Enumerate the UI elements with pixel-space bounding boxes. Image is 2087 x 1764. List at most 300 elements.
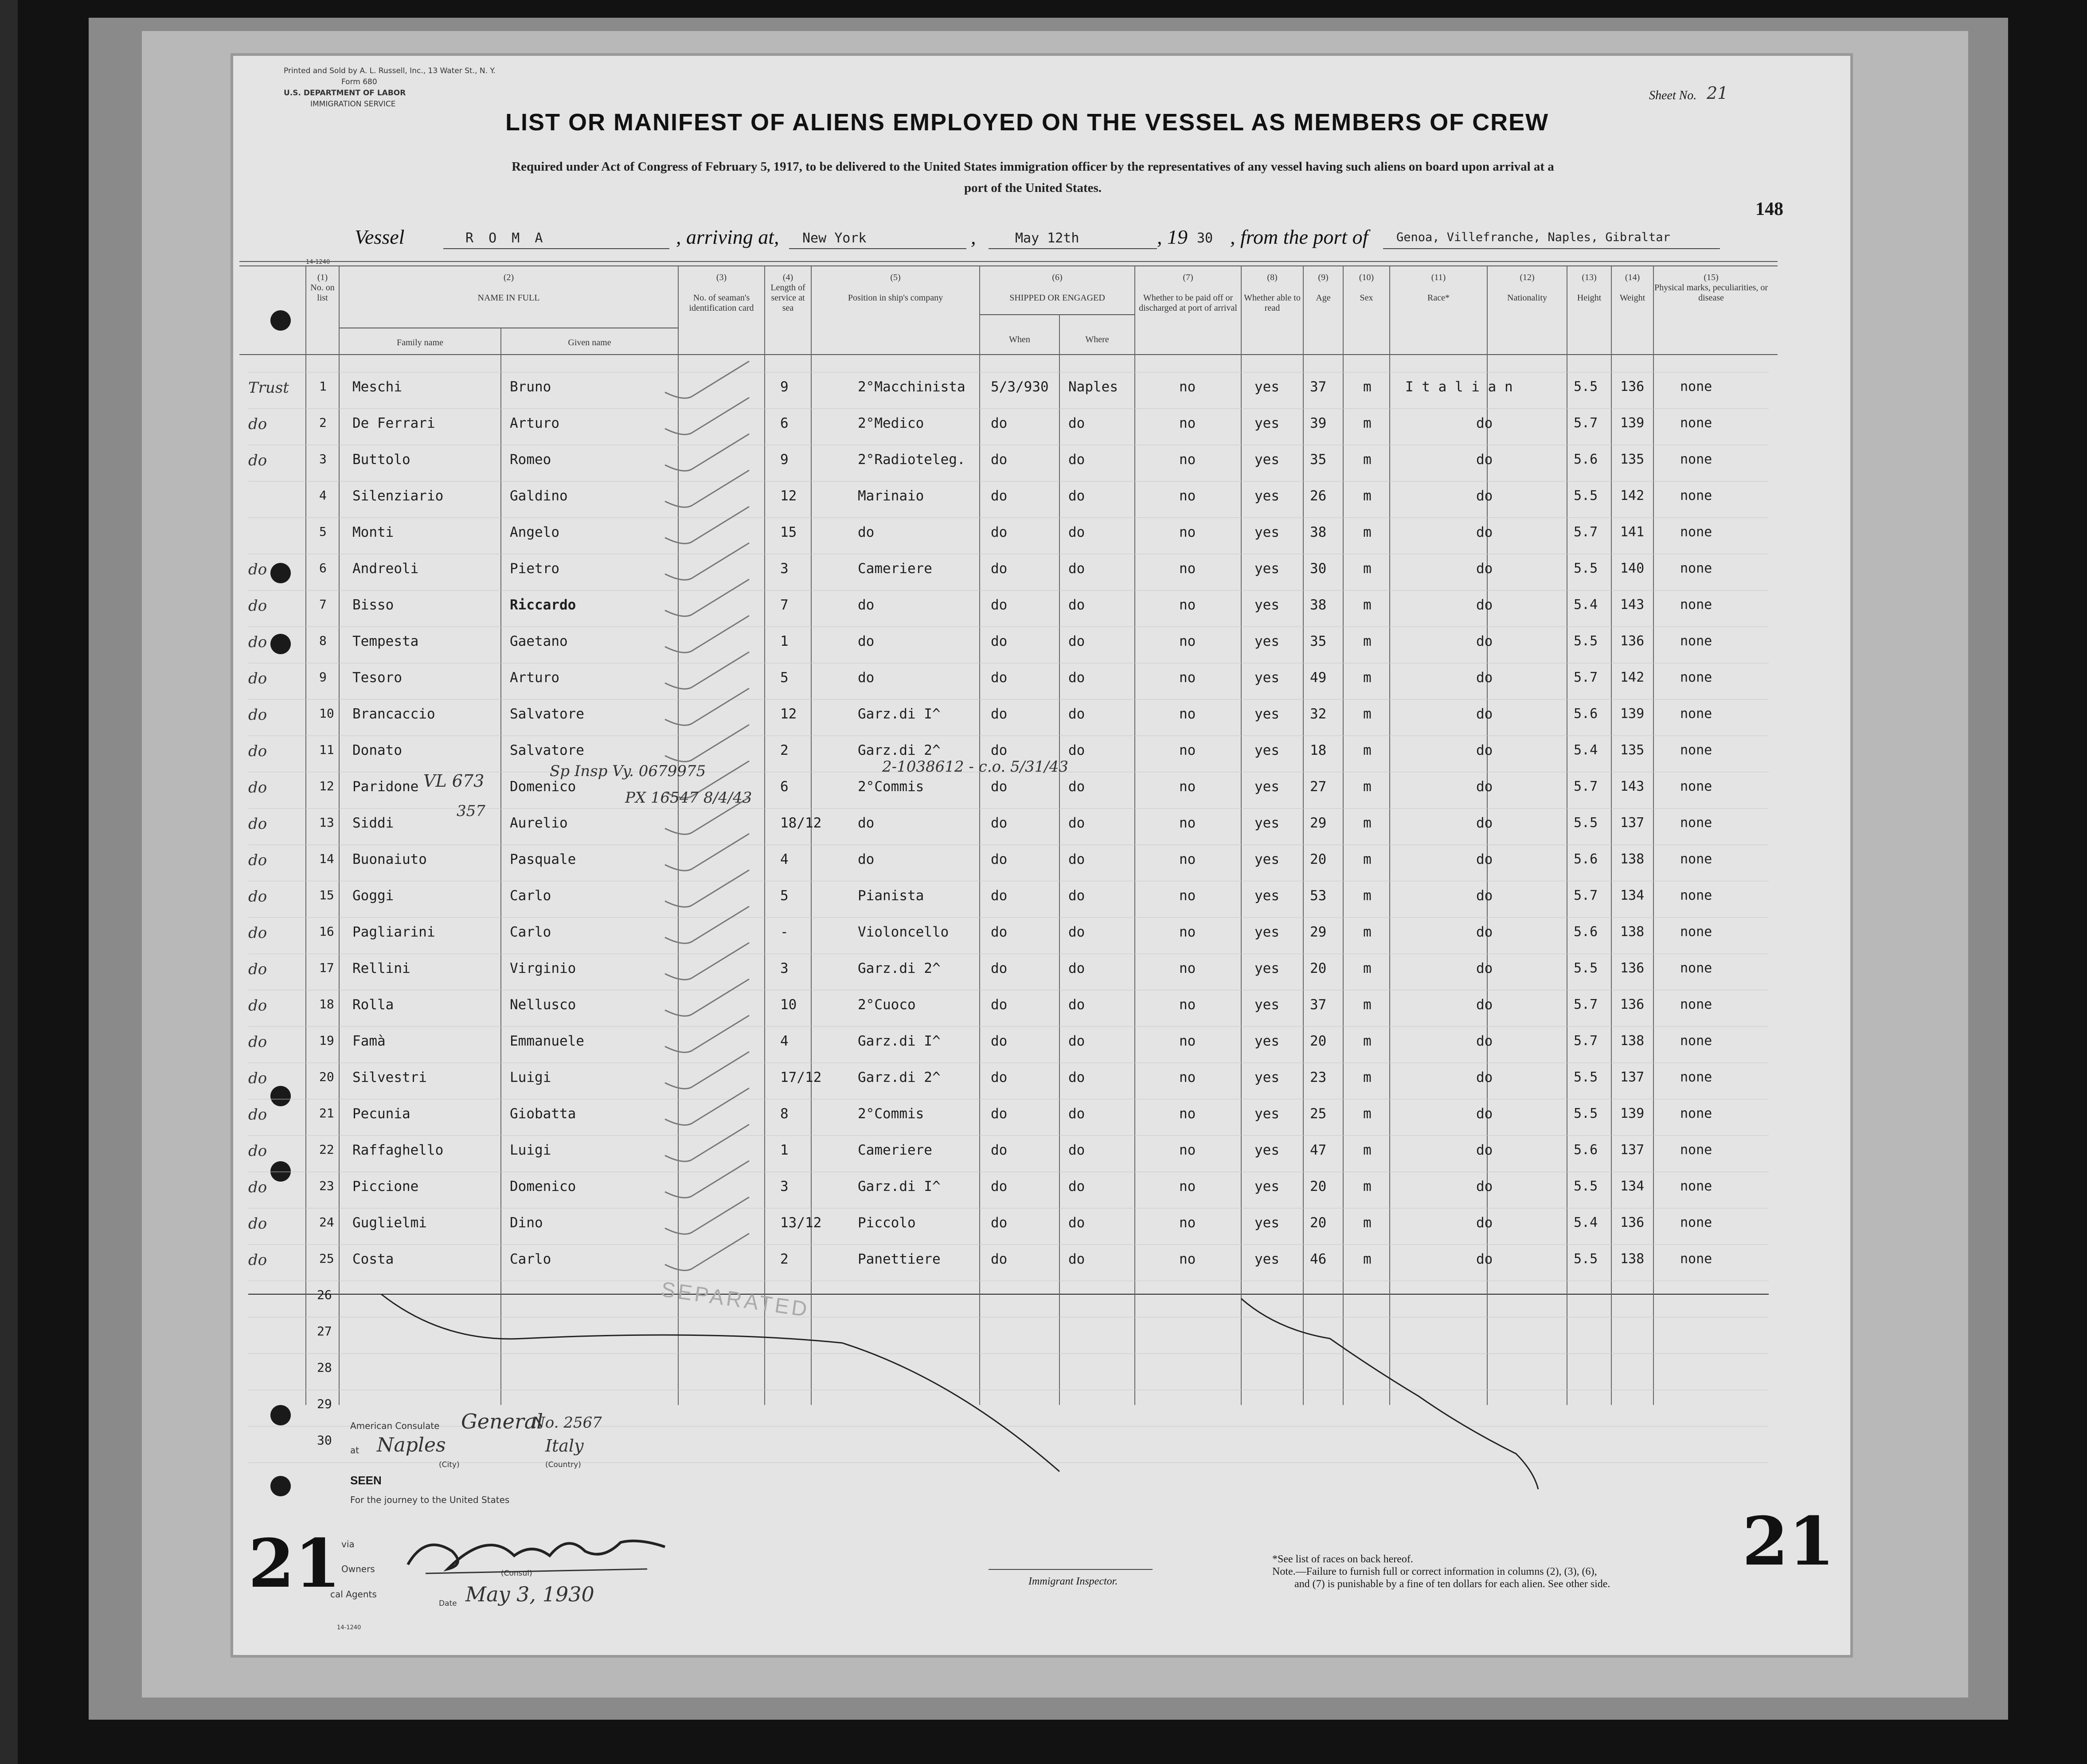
cell-service: 15 <box>780 524 797 540</box>
cell-margin: do <box>248 1106 267 1124</box>
col6-where-header: Where <box>1085 335 1109 344</box>
cell-race: do <box>1476 1106 1493 1122</box>
cell-race: do <box>1476 1215 1493 1231</box>
cell-read: yes <box>1255 633 1279 649</box>
cell-age: 27 <box>1310 779 1327 795</box>
cell-when: do <box>991 1142 1008 1158</box>
note-line-3: and (7) is punishable by a fine of ten dollars for each alien. See other side. <box>1294 1578 1610 1590</box>
check-mark <box>665 725 749 761</box>
cell-marks: none <box>1680 379 1712 394</box>
cell-when: do <box>991 524 1008 540</box>
cell-age: 35 <box>1310 452 1327 468</box>
date-label: Date <box>439 1599 457 1608</box>
cell-no: 11 <box>319 742 334 757</box>
cell-where: do <box>1068 1215 1085 1231</box>
cell-sex: m <box>1363 742 1372 758</box>
cell-marks: none <box>1680 1215 1712 1230</box>
cell-height: 5.6 <box>1574 452 1598 467</box>
cell-no: 15 <box>319 888 334 902</box>
check-mark <box>665 579 749 616</box>
col8-header: (8) Whether able to read <box>1244 273 1301 313</box>
cell-when: do <box>991 488 1008 504</box>
cell-weight: 137 <box>1620 1142 1645 1158</box>
cell-age: 20 <box>1310 960 1327 976</box>
cell-race: do <box>1476 1142 1493 1158</box>
cell-no: 4 <box>319 488 327 503</box>
cell-given: Domenico <box>510 779 576 795</box>
cell-height: 5.4 <box>1574 1215 1598 1230</box>
cell-paid: no <box>1179 379 1196 395</box>
cell-height: 5.5 <box>1574 1106 1598 1121</box>
cell-height: 5.6 <box>1574 706 1598 722</box>
cell-no: 6 <box>319 561 327 575</box>
cell-height: 5.5 <box>1574 1251 1598 1267</box>
cell-marks: none <box>1680 1069 1712 1085</box>
cell-height: 5.6 <box>1574 851 1598 867</box>
check-mark <box>665 361 749 398</box>
cell-weight: 138 <box>1620 851 1645 867</box>
row-number-empty: 27 <box>317 1324 332 1339</box>
cell-no: 25 <box>319 1251 334 1266</box>
cell-when: do <box>991 779 1008 795</box>
cell-margin: do <box>248 997 267 1015</box>
year-suffix: 30 <box>1197 230 1213 246</box>
cell-weight: 134 <box>1620 888 1645 903</box>
row12-annotation-d: PX 16547 8/4/43 <box>625 789 752 807</box>
cell-given: Riccardo <box>510 597 576 613</box>
cell-given: Bruno <box>510 379 551 395</box>
col6-header: (6) SHIPPED OR ENGAGED <box>1009 273 1105 303</box>
col4-header: (4) Length of service at sea <box>770 273 805 313</box>
col6-when-header: When <box>1009 335 1030 344</box>
cell-height: 5.7 <box>1574 779 1598 794</box>
cell-sex: m <box>1363 1215 1372 1231</box>
cell-marks: none <box>1680 1251 1712 1267</box>
cell-read: yes <box>1255 1069 1279 1085</box>
cell-sex: m <box>1363 1179 1372 1194</box>
cell-no: 9 <box>319 670 327 684</box>
check-mark <box>665 1233 749 1270</box>
date-value: May 3, 1930 <box>465 1582 594 1606</box>
cell-margin: do <box>248 1179 267 1196</box>
cell-family: Tempesta <box>352 633 419 649</box>
cell-service: 17/12 <box>780 1069 822 1085</box>
cell-family: Andreoli <box>352 561 419 577</box>
cell-no: 13 <box>319 815 334 830</box>
cell-given: Arturo <box>510 415 559 431</box>
cell-sex: m <box>1363 379 1372 395</box>
cell-when: do <box>991 888 1008 904</box>
cell-weight: 136 <box>1620 960 1645 976</box>
cell-age: 37 <box>1310 997 1327 1013</box>
cell-where: do <box>1068 924 1085 940</box>
cell-paid: no <box>1179 1033 1196 1049</box>
cell-age: 18 <box>1310 742 1327 758</box>
cell-margin: do <box>248 924 267 942</box>
cell-race: do <box>1476 1069 1493 1085</box>
cell-paid: no <box>1179 1069 1196 1085</box>
cell-no: 20 <box>319 1069 334 1084</box>
cell-weight: 135 <box>1620 452 1645 467</box>
cell-sex: m <box>1363 851 1372 867</box>
cell-read: yes <box>1255 379 1279 395</box>
cell-no: 8 <box>319 633 327 648</box>
consul-signature <box>399 1525 683 1582</box>
cell-sex: m <box>1363 779 1372 795</box>
faint-stamp: SEPARATED <box>659 1277 811 1322</box>
cell-marks: none <box>1680 779 1712 794</box>
cell-family: Monti <box>352 524 394 540</box>
col12-header: (12) Nationality <box>1507 273 1547 303</box>
cell-read: yes <box>1255 1179 1279 1194</box>
cell-marks: none <box>1680 633 1712 649</box>
cell-age: 39 <box>1310 415 1327 431</box>
row-number-empty: 30 <box>317 1433 332 1448</box>
cell-where: do <box>1068 1251 1085 1267</box>
cell-sex: m <box>1363 597 1372 613</box>
cell-height: 5.6 <box>1574 924 1598 940</box>
cell-when: do <box>991 415 1008 431</box>
cell-race: do <box>1476 488 1493 504</box>
journey-label: For the journey to the United States <box>350 1495 510 1505</box>
cell-weight: 141 <box>1620 524 1645 540</box>
from-ports: Genoa, Villefranche, Naples, Gibraltar <box>1396 230 1670 244</box>
cell-margin: do <box>248 706 267 724</box>
col3-header: (3) No. of seaman's identification card <box>689 273 754 313</box>
cell-family: Rellini <box>352 960 410 976</box>
cell-race: do <box>1476 779 1493 795</box>
cell-paid: no <box>1179 1179 1196 1194</box>
cell-service: 12 <box>780 706 797 722</box>
cell-age: 46 <box>1310 1251 1327 1267</box>
check-mark <box>665 906 749 943</box>
cell-sex: m <box>1363 415 1372 431</box>
cell-paid: no <box>1179 888 1196 904</box>
cell-read: yes <box>1255 524 1279 540</box>
sheet-number-stamp-right: 21 <box>1742 1503 1835 1581</box>
cell-sex: m <box>1363 633 1372 649</box>
cell-where: do <box>1068 851 1085 867</box>
cell-margin: do <box>248 1142 267 1160</box>
cell-where: do <box>1068 633 1085 649</box>
cell-where: do <box>1068 1033 1085 1049</box>
cell-position: 2°Medico <box>858 415 924 431</box>
form-code-top: 14-1240 <box>306 259 330 265</box>
cell-service: 5 <box>780 670 789 686</box>
cell-read: yes <box>1255 415 1279 431</box>
cell-height: 5.7 <box>1574 670 1598 685</box>
cell-position: do <box>858 524 875 540</box>
cell-where: do <box>1068 524 1085 540</box>
cell-family: Brancaccio <box>352 706 435 722</box>
col2-family-header: Family name <box>397 338 443 347</box>
cell-height: 5.5 <box>1574 1069 1598 1085</box>
cell-read: yes <box>1255 997 1279 1013</box>
cell-age: 37 <box>1310 379 1327 395</box>
cell-race: do <box>1476 742 1493 758</box>
cell-where: do <box>1068 888 1085 904</box>
cell-where: do <box>1068 597 1085 613</box>
cell-race: do <box>1476 960 1493 976</box>
cell-read: yes <box>1255 597 1279 613</box>
cell-margin: do <box>248 960 267 978</box>
cell-sex: m <box>1363 561 1372 577</box>
cell-position: Garz.di I^ <box>858 1179 941 1194</box>
from-port-label: , from the port of <box>1230 226 1368 248</box>
cell-race: do <box>1476 670 1493 686</box>
cell-height: 5.7 <box>1574 415 1598 431</box>
cell-given: Luigi <box>510 1142 551 1158</box>
row-number-empty: 29 <box>317 1397 332 1411</box>
cell-age: 38 <box>1310 597 1327 613</box>
cell-family: Buttolo <box>352 452 410 468</box>
check-mark <box>665 979 749 1016</box>
cell-margin: do <box>248 415 267 433</box>
subtitle-line-1: Required under Act of Congress of February 5, 1917, to be delivered to the United States immigration officer by the representatives of any vessel having such aliens on board upon arrival at a <box>512 160 1554 174</box>
cell-family: Bisso <box>352 597 394 613</box>
cell-height: 5.6 <box>1574 1142 1598 1158</box>
cell-given: Domenico <box>510 1179 576 1194</box>
cell-height: 5.5 <box>1574 960 1598 976</box>
cell-sex: m <box>1363 997 1372 1013</box>
check-mark <box>665 688 749 725</box>
cell-paid: no <box>1179 1142 1196 1158</box>
cell-family: Goggi <box>352 888 394 904</box>
cell-service: 3 <box>780 561 789 577</box>
cell-paid: no <box>1179 561 1196 577</box>
cell-where: do <box>1068 706 1085 722</box>
cell-given: Nellusco <box>510 997 576 1013</box>
cell-weight: 138 <box>1620 1251 1645 1267</box>
cell-service: 3 <box>780 1179 789 1194</box>
vessel-name: R O M A <box>465 230 547 246</box>
cell-sex: m <box>1363 1069 1372 1085</box>
cell-read: yes <box>1255 706 1279 722</box>
cell-paid: no <box>1179 997 1196 1013</box>
manifest-title: LIST OR MANIFEST OF ALIENS EMPLOYED ON THE VESSEL AS MEMBERS OF CREW <box>505 109 1549 136</box>
cell-height: 5.5 <box>1574 561 1598 576</box>
cell-service: 3 <box>780 960 789 976</box>
cell-age: 29 <box>1310 815 1327 831</box>
cell-paid: no <box>1179 851 1196 867</box>
cell-marks: none <box>1680 670 1712 685</box>
cell-position: Panettiere <box>858 1251 941 1267</box>
cell-service: 1 <box>780 633 789 649</box>
cell-no: 22 <box>319 1142 334 1157</box>
cell-margin: do <box>248 1033 267 1051</box>
cell-family: Pecunia <box>352 1106 410 1122</box>
cell-weight: 136 <box>1620 379 1645 394</box>
cell-position: Garz.di 2^ <box>858 742 941 758</box>
cell-read: yes <box>1255 742 1279 758</box>
inspector-label: Immigrant Inspector. <box>1028 1576 1118 1587</box>
cell-where: do <box>1068 1106 1085 1122</box>
cell-age: 38 <box>1310 524 1327 540</box>
cell-no: 10 <box>319 706 334 721</box>
cell-where: do <box>1068 779 1085 795</box>
cell-read: yes <box>1255 1215 1279 1231</box>
cell-weight: 142 <box>1620 488 1645 503</box>
cell-paid: no <box>1179 597 1196 613</box>
cell-given: Dino <box>510 1215 543 1231</box>
cell-sex: m <box>1363 452 1372 468</box>
cell-family: Meschi <box>352 379 402 395</box>
check-mark <box>665 470 749 507</box>
cell-margin: do <box>248 815 267 833</box>
col10-header: (10) Sex <box>1359 273 1374 303</box>
cell-no: 19 <box>319 1033 334 1048</box>
cell-when: do <box>991 924 1008 940</box>
cell-margin: do <box>248 1069 267 1087</box>
cell-family: Guglielmi <box>352 1215 427 1231</box>
cell-when: do <box>991 960 1008 976</box>
cell-when: do <box>991 670 1008 686</box>
cell-read: yes <box>1255 1251 1279 1267</box>
cell-marks: none <box>1680 1179 1712 1194</box>
cell-race: do <box>1476 415 1493 431</box>
cell-age: 20 <box>1310 1215 1327 1231</box>
via-label: via <box>341 1539 355 1549</box>
cell-height: 5.5 <box>1574 488 1598 503</box>
cell-position: Garz.di 2^ <box>858 1069 941 1085</box>
page-number: 148 <box>1755 199 1783 219</box>
cell-position: Pianista <box>858 888 924 904</box>
cell-weight: 139 <box>1620 415 1645 431</box>
cell-weight: 137 <box>1620 1069 1645 1085</box>
cell-service: 2 <box>780 742 789 758</box>
cell-race: do <box>1476 997 1493 1013</box>
department: U.S. DEPARTMENT OF LABOR <box>284 89 406 98</box>
col2-given-header: Given name <box>568 338 611 347</box>
check-mark <box>665 1088 749 1125</box>
cell-sex: m <box>1363 960 1372 976</box>
cell-no: 23 <box>319 1179 334 1193</box>
cell-marks: none <box>1680 815 1712 831</box>
cell-position: 2°Cuoco <box>858 997 916 1013</box>
cell-family: Piccione <box>352 1179 419 1194</box>
cell-paid: no <box>1179 1106 1196 1122</box>
service: IMMIGRATION SERVICE <box>310 100 396 109</box>
cell-margin: do <box>248 670 267 687</box>
col7-header: (7) Whether to be paid off or discharged at port of arrival <box>1139 273 1237 313</box>
cell-weight: 136 <box>1620 633 1645 649</box>
cell-service: 9 <box>780 379 789 395</box>
cell-margin: do <box>248 597 267 615</box>
check-mark <box>665 1124 749 1161</box>
cell-age: 47 <box>1310 1142 1327 1158</box>
cell-service: 12 <box>780 488 797 504</box>
cell-given: Luigi <box>510 1069 551 1085</box>
cell-marks: none <box>1680 1142 1712 1158</box>
cell-age: 20 <box>1310 1179 1327 1194</box>
seen-label: SEEN <box>350 1474 382 1487</box>
cell-race: do <box>1476 851 1493 867</box>
cell-position: Piccolo <box>858 1215 916 1231</box>
year-prefix: , 19 <box>1157 226 1188 248</box>
check-mark <box>665 434 749 471</box>
cell-height: 5.4 <box>1574 742 1598 758</box>
cell-sex: m <box>1363 670 1372 686</box>
cell-no: 1 <box>319 379 327 394</box>
cell-where: do <box>1068 488 1085 504</box>
cell-read: yes <box>1255 888 1279 904</box>
cell-service: 2 <box>780 1251 789 1267</box>
cell-given: Angelo <box>510 524 559 540</box>
owners-label: Owners <box>341 1564 375 1574</box>
check-mark <box>665 1197 749 1234</box>
cell-margin: do <box>248 1251 267 1269</box>
cell-marks: none <box>1680 706 1712 722</box>
cell-race: do <box>1476 1033 1493 1049</box>
cell-read: yes <box>1255 1142 1279 1158</box>
cell-position: do <box>858 815 875 831</box>
vessel-label: Vessel <box>355 226 405 248</box>
cell-when: do <box>991 706 1008 722</box>
cell-age: 35 <box>1310 633 1327 649</box>
cell-given: Salvatore <box>510 742 584 758</box>
cell-where: Naples <box>1068 379 1118 395</box>
cell-height: 5.7 <box>1574 1033 1598 1049</box>
cell-marks: none <box>1680 488 1712 503</box>
cell-given: Aurelio <box>510 815 568 831</box>
cell-paid: no <box>1179 742 1196 758</box>
consulate-label: American Consulate <box>350 1421 440 1431</box>
cell-marks: none <box>1680 452 1712 467</box>
cell-when: do <box>991 1179 1008 1194</box>
cell-paid: no <box>1179 415 1196 431</box>
cell-weight: 136 <box>1620 997 1645 1012</box>
cell-paid: no <box>1179 1251 1196 1267</box>
cell-position: Garz.di I^ <box>858 706 941 722</box>
cell-read: yes <box>1255 561 1279 577</box>
cell-marks: none <box>1680 561 1712 576</box>
cell-position: Cameriere <box>858 1142 932 1158</box>
at-label: at <box>350 1445 360 1456</box>
row11-annotation: 2-1038612 - c.o. 5/31/43 <box>882 758 1069 776</box>
cell-age: 29 <box>1310 924 1327 940</box>
cell-sex: m <box>1363 1142 1372 1158</box>
cell-service: - <box>780 924 789 940</box>
cell-marks: none <box>1680 415 1712 431</box>
cell-no: 21 <box>319 1106 334 1120</box>
cell-race: I t a l i a n <box>1405 379 1513 395</box>
cell-marks: none <box>1680 742 1712 758</box>
cell-race: do <box>1476 452 1493 468</box>
check-mark <box>665 543 749 580</box>
cell-when: do <box>991 633 1008 649</box>
cell-where: do <box>1068 670 1085 686</box>
cell-service: 8 <box>780 1106 789 1122</box>
cell-height: 5.7 <box>1574 524 1598 540</box>
cell-read: yes <box>1255 960 1279 976</box>
cell-weight: 136 <box>1620 1215 1645 1230</box>
col15-header: (15) Physical marks, peculiarities, or disease <box>1654 273 1768 303</box>
cell-marks: none <box>1680 1033 1712 1049</box>
cell-family: Pagliarini <box>352 924 435 940</box>
cell-marks: none <box>1680 524 1712 540</box>
subtitle-line-2: port of the United States. <box>964 181 1102 195</box>
cell-age: 20 <box>1310 1033 1327 1049</box>
row12-annotation-b: 357 <box>457 802 485 820</box>
cell-read: yes <box>1255 851 1279 867</box>
cell-margin: Trust <box>248 379 289 397</box>
check-mark <box>665 834 749 870</box>
cell-race: do <box>1476 1179 1493 1194</box>
cell-when: do <box>991 1251 1008 1267</box>
col9-header: (9) Age <box>1316 273 1331 303</box>
cell-when: do <box>991 815 1008 831</box>
cell-when: do <box>991 452 1008 468</box>
